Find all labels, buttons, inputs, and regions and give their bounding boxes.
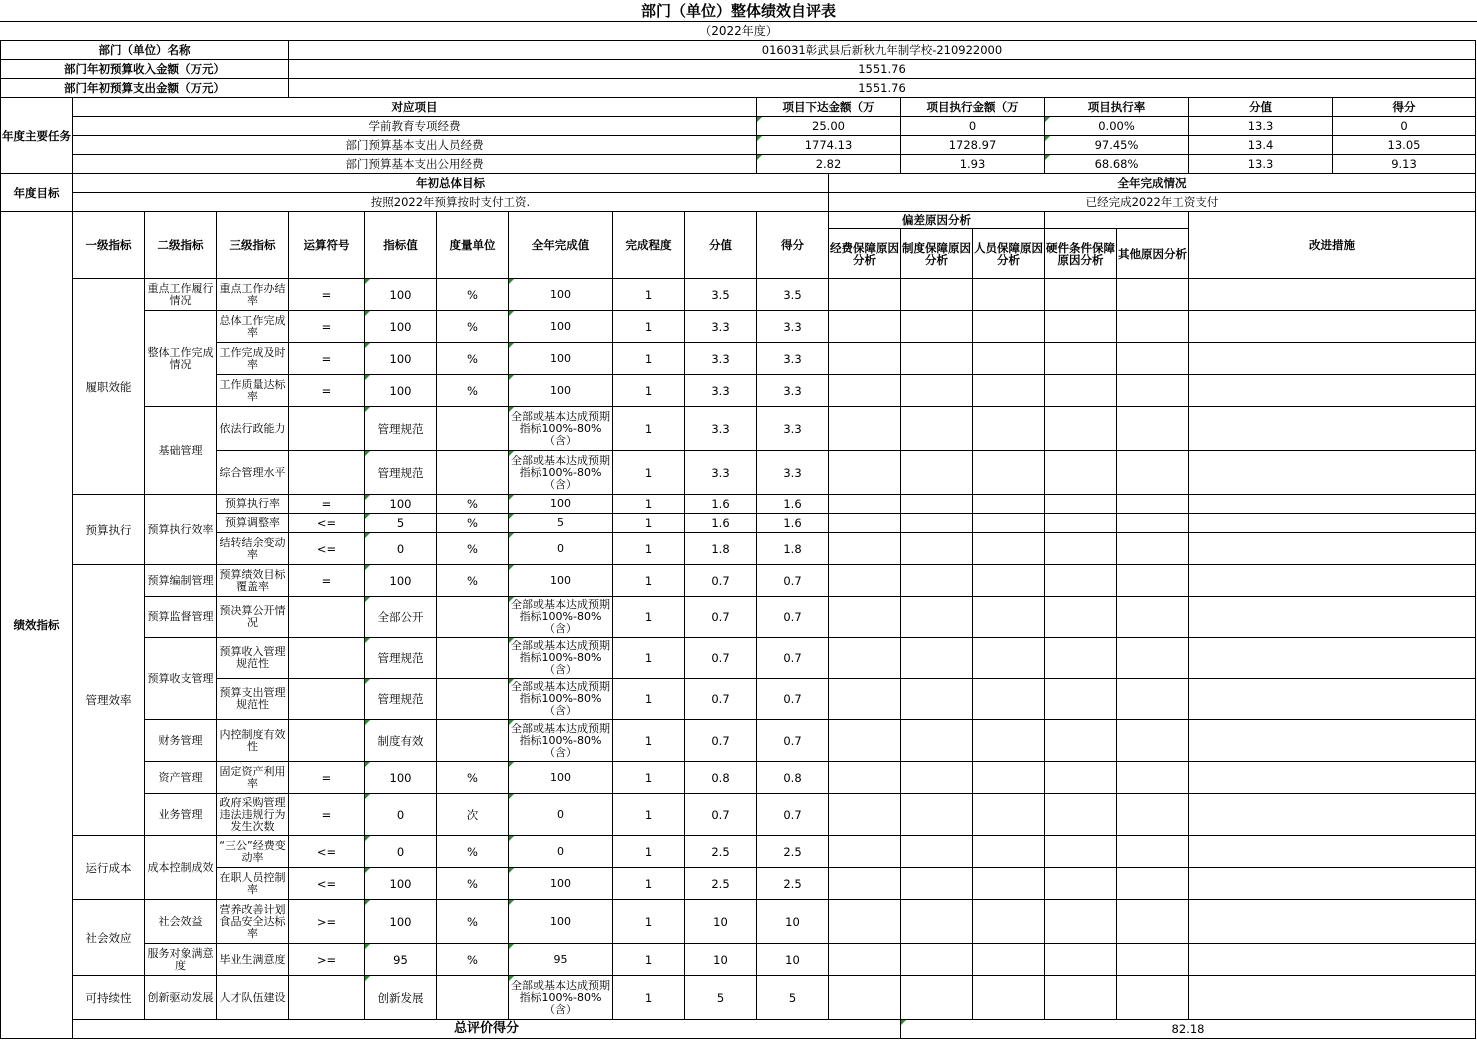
score-cell: 1.8 <box>757 533 829 565</box>
degree-cell: 1 <box>613 638 685 679</box>
task-score: 9.13 <box>1333 155 1476 174</box>
level2-cell: 预算执行效率 <box>145 495 217 565</box>
actual-cell: 100 <box>509 762 613 794</box>
header-level3: 三级指标 <box>217 212 289 279</box>
table-row <box>1 679 1476 720</box>
unit-cell <box>437 679 509 720</box>
level2-cell: 资产管理 <box>145 762 217 794</box>
score-max-cell: 0.7 <box>685 597 757 638</box>
actual-cell: 全部或基本达成预期指标100%-80%（含） <box>509 679 613 720</box>
target-cell: 0 <box>365 794 437 836</box>
degree-cell: 1 <box>613 565 685 597</box>
operator-cell: = <box>289 375 365 407</box>
header-unit: 度量单位 <box>437 212 509 279</box>
level3-cell: 结转结余变动率 <box>217 533 289 565</box>
actual-cell: 100 <box>509 279 613 311</box>
operator-cell: = <box>289 343 365 375</box>
score-max-cell: 2.5 <box>685 868 757 900</box>
target-cell: 100 <box>365 279 437 311</box>
score-cell: 0.7 <box>757 794 829 836</box>
table-row <box>1 495 1476 514</box>
degree-cell: 1 <box>613 343 685 375</box>
level2-cell: 创新驱动发展 <box>145 976 217 1020</box>
score-cell: 10 <box>757 944 829 976</box>
unit-cell: % <box>437 375 509 407</box>
degree-cell: 1 <box>613 407 685 451</box>
task-project: 部门预算基本支出公用经费 <box>73 155 757 174</box>
level3-cell: 工作质量达标率 <box>217 375 289 407</box>
degree-cell: 1 <box>613 533 685 565</box>
operator-cell: = <box>289 565 365 597</box>
degree-cell: 1 <box>613 451 685 495</box>
task-executed: 1.93 <box>901 155 1045 174</box>
level3-cell: 人才队伍建设 <box>217 976 289 1020</box>
header-dev-staff: 人员保障原因分析 <box>973 229 1045 279</box>
actual-cell: 100 <box>509 900 613 944</box>
goals-initial-value: 按照2022年预算按时支付工资. <box>73 193 829 212</box>
target-cell: 管理规范 <box>365 679 437 720</box>
score-cell: 2.5 <box>757 836 829 868</box>
degree-cell: 1 <box>613 900 685 944</box>
score-cell: 2.5 <box>757 868 829 900</box>
level2-cell: 整体工作完成情况 <box>145 311 217 407</box>
level3-cell: “三公”经费变动率 <box>217 836 289 868</box>
actual-cell: 全部或基本达成预期指标100%-80%（含） <box>509 976 613 1020</box>
goals-completion-header: 全年完成情况 <box>829 174 1476 193</box>
score-cell: 0.7 <box>757 638 829 679</box>
score-max-cell: 0.7 <box>685 794 757 836</box>
degree-cell: 1 <box>613 762 685 794</box>
header-operator: 运算符号 <box>289 212 365 279</box>
target-cell: 管理规范 <box>365 638 437 679</box>
task-score-max: 13.3 <box>1189 155 1333 174</box>
level3-cell: 营养改善计划食品安全达标率 <box>217 900 289 944</box>
header-degree: 完成程度 <box>613 212 685 279</box>
level3-cell: 在职人员控制率 <box>217 868 289 900</box>
score-cell: 3.3 <box>757 451 829 495</box>
level3-cell: 工作完成及时率 <box>217 343 289 375</box>
level3-cell: 预算执行率 <box>217 495 289 514</box>
unit-cell <box>437 976 509 1020</box>
expense-value: 1551.76 <box>289 79 1476 98</box>
unit-cell: % <box>437 495 509 514</box>
target-cell: 95 <box>365 944 437 976</box>
unit-cell: % <box>437 836 509 868</box>
task-executed: 1728.97 <box>901 136 1045 155</box>
level3-cell: 预算调整率 <box>217 514 289 533</box>
level2-cell: 预算编制管理 <box>145 565 217 597</box>
level2-cell: 预算收支管理 <box>145 638 217 720</box>
operator-cell: = <box>289 311 365 343</box>
operator-cell <box>289 976 365 1020</box>
unit-cell: % <box>437 762 509 794</box>
score-cell: 0.7 <box>757 720 829 762</box>
level2-cell: 业务管理 <box>145 794 217 836</box>
level2-cell: 预算监督管理 <box>145 597 217 638</box>
operator-cell: <= <box>289 514 365 533</box>
score-cell: 1.6 <box>757 514 829 533</box>
score-cell: 0.7 <box>757 597 829 638</box>
unit-cell: % <box>437 900 509 944</box>
task-project: 部门预算基本支出人员经费 <box>73 136 757 155</box>
table-row <box>1 136 1476 155</box>
operator-cell: >= <box>289 944 365 976</box>
level3-cell: 重点工作办结率 <box>217 279 289 311</box>
table-row <box>1 375 1476 407</box>
target-cell: 100 <box>365 311 437 343</box>
target-cell: 100 <box>365 343 437 375</box>
degree-cell: 1 <box>613 279 685 311</box>
level2-cell: 成本控制成效 <box>145 836 217 900</box>
level2-cell: 社会效益 <box>145 900 217 944</box>
target-cell: 0 <box>365 836 437 868</box>
score-max-cell: 2.5 <box>685 836 757 868</box>
actual-cell: 全部或基本达成预期指标100%-80%（含） <box>509 720 613 762</box>
operator-cell: = <box>289 279 365 311</box>
unit-cell <box>437 597 509 638</box>
actual-cell: 全部或基本达成预期指标100%-80%（含） <box>509 451 613 495</box>
score-cell: 1.6 <box>757 495 829 514</box>
header-dev-funding: 经费保障原因分析 <box>829 229 901 279</box>
table-row <box>1 762 1476 794</box>
target-cell: 100 <box>365 900 437 944</box>
dept-name-label: 部门（单位）名称 <box>1 41 289 60</box>
level3-cell: 政府采购管理违法违规行为发生次数 <box>217 794 289 836</box>
actual-cell: 100 <box>509 868 613 900</box>
score-max-cell: 3.3 <box>685 343 757 375</box>
score-max-cell: 3.3 <box>685 451 757 495</box>
unit-cell: % <box>437 944 509 976</box>
score-cell: 0.8 <box>757 762 829 794</box>
degree-cell: 1 <box>613 679 685 720</box>
actual-cell: 100 <box>509 375 613 407</box>
unit-cell: % <box>437 311 509 343</box>
score-max-cell: 0.8 <box>685 762 757 794</box>
task-rate: 68.68% <box>1045 155 1189 174</box>
header-dev-other: 其他原因分析 <box>1117 229 1189 279</box>
level1-cell: 运行成本 <box>73 836 145 900</box>
operator-cell <box>289 679 365 720</box>
header-level1: 一级指标 <box>73 212 145 279</box>
task-allocated: 25.00 <box>757 117 901 136</box>
table-row <box>1 720 1476 762</box>
table-row <box>1 868 1476 900</box>
evaluation-table <box>0 40 1476 1039</box>
unit-cell <box>437 720 509 762</box>
level1-cell: 预算执行 <box>73 495 145 565</box>
task-project: 学前教育专项经费 <box>73 117 757 136</box>
score-cell: 0.7 <box>757 565 829 597</box>
operator-cell: = <box>289 762 365 794</box>
score-cell: 3.3 <box>757 407 829 451</box>
task-allocated: 1774.13 <box>757 136 901 155</box>
actual-cell: 0 <box>509 794 613 836</box>
tasks-header-executed: 项目执行金额（万 <box>901 98 1045 117</box>
level3-cell: 预决算公开情况 <box>217 597 289 638</box>
score-cell: 3.3 <box>757 375 829 407</box>
table-row <box>1 155 1476 174</box>
actual-cell: 5 <box>509 514 613 533</box>
level3-cell: 预算绩效目标覆盖率 <box>217 565 289 597</box>
target-cell: 100 <box>365 762 437 794</box>
score-max-cell: 10 <box>685 944 757 976</box>
unit-cell: 次 <box>437 794 509 836</box>
score-cell: 3.5 <box>757 279 829 311</box>
level1-cell: 管理效率 <box>73 565 145 836</box>
level3-cell: 毕业生满意度 <box>217 944 289 976</box>
score-max-cell: 3.5 <box>685 279 757 311</box>
level3-cell: 总体工作完成率 <box>217 311 289 343</box>
actual-cell: 0 <box>509 533 613 565</box>
page-subtitle: （2022年度） <box>699 24 778 38</box>
actual-cell: 全部或基本达成预期指标100%-80%（含） <box>509 638 613 679</box>
actual-cell: 全部或基本达成预期指标100%-80%（含） <box>509 407 613 451</box>
score-max-cell: 3.3 <box>685 311 757 343</box>
table-row <box>1 976 1476 1020</box>
task-score-max: 13.4 <box>1189 136 1333 155</box>
unit-cell: % <box>437 868 509 900</box>
table-row <box>1 311 1476 343</box>
level1-cell: 可持续性 <box>73 976 145 1020</box>
operator-cell: <= <box>289 836 365 868</box>
target-cell: 100 <box>365 495 437 514</box>
task-rate: 0.00% <box>1045 117 1189 136</box>
header-dev-hardware: 硬件条件保障原因分析 <box>1045 229 1117 279</box>
target-cell: 全部公开 <box>365 597 437 638</box>
level1-cell: 社会效应 <box>73 900 145 976</box>
header-score-max: 分值 <box>685 212 757 279</box>
table-row <box>1 279 1476 311</box>
unit-cell <box>437 451 509 495</box>
task-score-max: 13.3 <box>1189 117 1333 136</box>
degree-cell: 1 <box>613 868 685 900</box>
expense-label: 部门年初预算支出金额（万元） <box>1 79 289 98</box>
target-cell: 管理规范 <box>365 451 437 495</box>
level3-cell: 综合管理水平 <box>217 451 289 495</box>
table-row <box>1 794 1476 836</box>
table-row <box>1 900 1476 944</box>
actual-cell: 100 <box>509 343 613 375</box>
unit-cell: % <box>437 343 509 375</box>
score-max-cell: 1.6 <box>685 514 757 533</box>
score-max-cell: 3.3 <box>685 375 757 407</box>
unit-cell: % <box>437 279 509 311</box>
degree-cell: 1 <box>613 794 685 836</box>
level2-cell: 基础管理 <box>145 407 217 495</box>
indicators-section-label: 绩效指标 <box>1 212 73 1039</box>
score-cell: 0.7 <box>757 679 829 720</box>
table-row <box>1 451 1476 495</box>
score-max-cell: 10 <box>685 900 757 944</box>
table-row <box>1 565 1476 597</box>
actual-cell: 全部或基本达成预期指标100%-80%（含） <box>509 597 613 638</box>
task-rate: 97.45% <box>1045 136 1189 155</box>
unit-cell <box>437 407 509 451</box>
tasks-header-project: 对应项目 <box>73 98 757 117</box>
header-dev-system: 制度保障原因分析 <box>901 229 973 279</box>
operator-cell <box>289 407 365 451</box>
goals-initial-header: 年初总体目标 <box>73 174 829 193</box>
header-level2: 二级指标 <box>145 212 217 279</box>
table-row <box>1 514 1476 533</box>
degree-cell: 1 <box>613 375 685 407</box>
score-max-cell: 0.7 <box>685 679 757 720</box>
unit-cell: % <box>437 533 509 565</box>
target-cell: 5 <box>365 514 437 533</box>
score-max-cell: 5 <box>685 976 757 1020</box>
score-cell: 3.3 <box>757 311 829 343</box>
degree-cell: 1 <box>613 836 685 868</box>
task-score: 0 <box>1333 117 1476 136</box>
operator-cell: = <box>289 794 365 836</box>
operator-cell <box>289 451 365 495</box>
tasks-section-label: 年度主要任务 <box>1 98 73 174</box>
degree-cell: 1 <box>613 597 685 638</box>
table-row <box>1 343 1476 375</box>
operator-cell: <= <box>289 533 365 565</box>
operator-cell: = <box>289 495 365 514</box>
table-row <box>1 117 1476 136</box>
operator-cell <box>289 597 365 638</box>
table-row <box>1 638 1476 679</box>
total-score-value: 82.18 <box>901 1020 1476 1039</box>
score-cell: 5 <box>757 976 829 1020</box>
level3-cell: 内控制度有效性 <box>217 720 289 762</box>
operator-cell: <= <box>289 868 365 900</box>
total-score-label: 总评价得分 <box>73 1020 901 1039</box>
degree-cell: 1 <box>613 944 685 976</box>
target-cell: 管理规范 <box>365 407 437 451</box>
header-target: 指标值 <box>365 212 437 279</box>
task-allocated: 2.82 <box>757 155 901 174</box>
page-title: 部门（单位）整体绩效自评表 <box>0 0 1477 22</box>
target-cell: 100 <box>365 868 437 900</box>
header-score: 得分 <box>757 212 829 279</box>
degree-cell: 1 <box>613 495 685 514</box>
unit-cell <box>437 638 509 679</box>
target-cell: 创新发展 <box>365 976 437 1020</box>
goals-completion-value: 已经完成2022年工资支付 <box>829 193 1476 212</box>
target-cell: 制度有效 <box>365 720 437 762</box>
operator-cell <box>289 720 365 762</box>
tasks-header-score: 得分 <box>1333 98 1476 117</box>
table-row <box>1 944 1476 976</box>
operator-cell <box>289 638 365 679</box>
tasks-header-rate: 项目执行率 <box>1045 98 1189 117</box>
header-deviation: 偏差原因分析 <box>829 212 1045 229</box>
score-max-cell: 0.7 <box>685 720 757 762</box>
task-executed: 0 <box>901 117 1045 136</box>
score-max-cell: 0.7 <box>685 565 757 597</box>
operator-cell: >= <box>289 900 365 944</box>
score-max-cell: 3.3 <box>685 407 757 451</box>
actual-cell: 100 <box>509 565 613 597</box>
table-row <box>1 836 1476 868</box>
table-row <box>1 533 1476 565</box>
score-max-cell: 1.8 <box>685 533 757 565</box>
table-row <box>1 597 1476 638</box>
target-cell: 100 <box>365 375 437 407</box>
task-score: 13.05 <box>1333 136 1476 155</box>
score-max-cell: 1.6 <box>685 495 757 514</box>
level3-cell: 依法行政能力 <box>217 407 289 451</box>
income-value: 1551.76 <box>289 60 1476 79</box>
tasks-header-score-max: 分值 <box>1189 98 1333 117</box>
dept-name-value: 016031彰武县后新秋九年制学校-210922000 <box>289 41 1476 60</box>
level3-cell: 固定资产利用率 <box>217 762 289 794</box>
level2-cell: 服务对象满意度 <box>145 944 217 976</box>
degree-cell: 1 <box>613 976 685 1020</box>
level2-cell: 重点工作履行情况 <box>145 279 217 311</box>
income-label: 部门年初预算收入金额（万元） <box>1 60 289 79</box>
degree-cell: 1 <box>613 514 685 533</box>
actual-cell: 0 <box>509 836 613 868</box>
tasks-header-allocated: 项目下达金额（万 <box>757 98 901 117</box>
target-cell: 0 <box>365 533 437 565</box>
score-max-cell: 0.7 <box>685 638 757 679</box>
goals-section-label: 年度目标 <box>1 174 73 212</box>
unit-cell: % <box>437 565 509 597</box>
level3-cell: 预算收入管理规范性 <box>217 638 289 679</box>
degree-cell: 1 <box>613 720 685 762</box>
level3-cell: 预算支出管理规范性 <box>217 679 289 720</box>
score-cell: 10 <box>757 900 829 944</box>
level2-cell: 财务管理 <box>145 720 217 762</box>
level1-cell: 履职效能 <box>73 279 145 495</box>
target-cell: 100 <box>365 565 437 597</box>
actual-cell: 100 <box>509 311 613 343</box>
degree-cell: 1 <box>613 311 685 343</box>
actual-cell: 95 <box>509 944 613 976</box>
header-actual: 全年完成值 <box>509 212 613 279</box>
table-row <box>1 407 1476 451</box>
header-improvement: 改进措施 <box>1189 212 1476 279</box>
actual-cell: 100 <box>509 495 613 514</box>
score-cell: 3.3 <box>757 343 829 375</box>
unit-cell: % <box>437 514 509 533</box>
